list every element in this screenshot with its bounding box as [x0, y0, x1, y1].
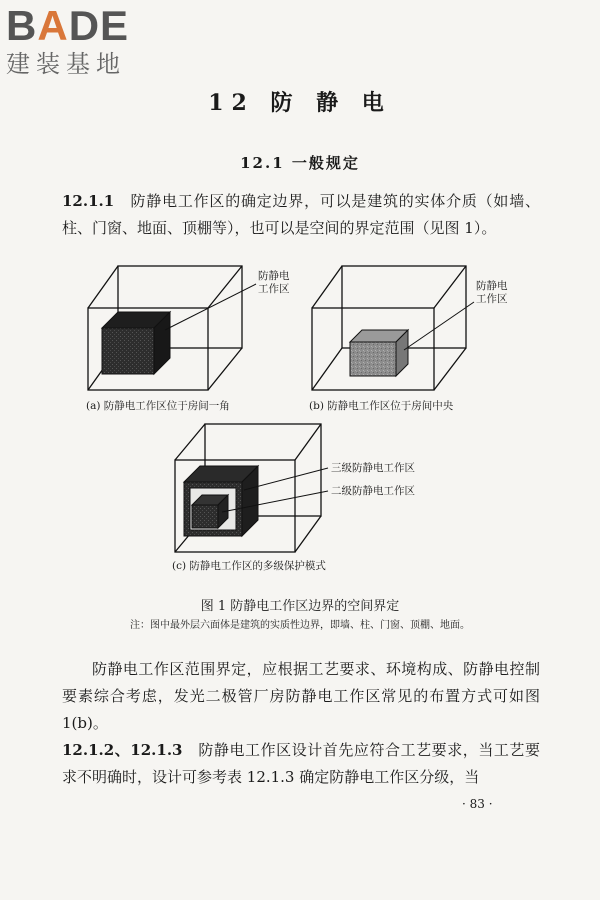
- caption-b: (b) 防静电工作区位于房间中央: [309, 400, 454, 412]
- figure-note: 注：图中最外层六面体是建筑的实质性边界，即墙、柱、门窗、顶棚、地面。: [130, 620, 470, 631]
- chapter-title: 12 防 静 电: [208, 90, 392, 116]
- caption-c: (c) 防静电工作区的多级保护模式: [172, 560, 326, 572]
- leader-line-b: [404, 302, 474, 350]
- clause-number: 12.1.2、12.1.3: [62, 741, 183, 759]
- page-number: · 83 ·: [462, 797, 493, 811]
- paragraph-layout: 防静电工作区范围界定，应根据工艺要求、环境构成、防静电控制要素综合考虑，发光二极管厂房防静电工作区常见的布置方式可如图 1(b)。: [62, 660, 540, 732]
- paragraph-text: 防静电工作区设计首先应符合工艺要求，当工艺要求不明确时，设计可参考表 12.1.3 确定防静电工作区分级，当: [62, 741, 540, 786]
- esd-zone-label-a: 防静电 工作区: [258, 270, 290, 295]
- esd-zone-label-b: 防静电 工作区: [476, 280, 508, 305]
- paragraph-12-1-2: [62, 737, 540, 791]
- figure-title: 图 1 防静电工作区边界的空间界定: [200, 599, 400, 614]
- logo-wordmark: BADE: [6, 2, 130, 49]
- clause-number: 12.1.1: [62, 192, 115, 210]
- caption-a: (a) 防静电工作区位于房间一角: [86, 400, 230, 412]
- esd-zone-cube-a: [102, 312, 170, 374]
- esd-zone-cube-b: [350, 330, 408, 376]
- paragraph-text: 防静电工作区的确定边界，可以是建筑的实体介质（如墙、柱、门窗、地面、顶棚等），也可以是空间的界定范围（见图 1）。: [62, 192, 540, 237]
- level2-zone-label: 二级防静电工作区: [331, 485, 415, 497]
- section-title: 12.1 一般规定: [240, 154, 360, 172]
- level3-zone-label: 三级防静电工作区: [331, 462, 415, 474]
- logo-subtitle: 建装基地: [6, 50, 126, 78]
